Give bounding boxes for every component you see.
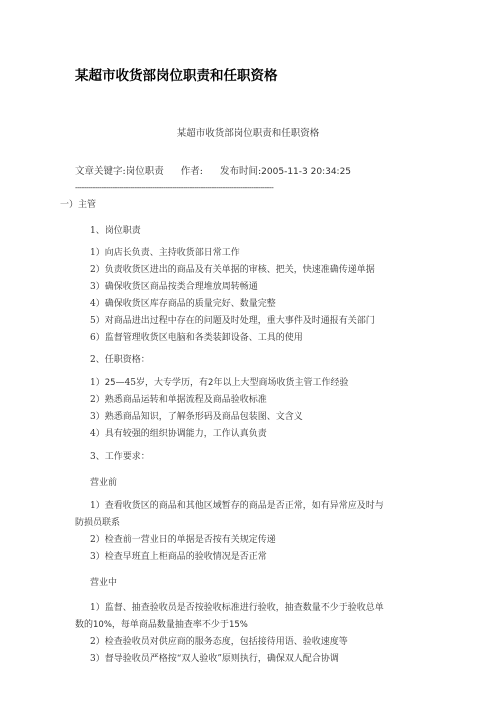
qualifications-heading: 2、任职资格： (90, 355, 150, 365)
publish-time-value: 2005-11-3 20:34:25 (261, 167, 352, 177)
publish-label: 发布时间: (219, 166, 262, 177)
requirement-item: 3）督导验收员严格按“双人验收”原则执行，确保双人配合协调 (90, 654, 339, 664)
page-title: 某超市收货部岗位职责和任职资格 (75, 68, 278, 84)
duty-item: 4）确保收货区库存商品的质量完好、数量完整 (90, 299, 276, 309)
requirement-item: 3）检查早班直上柜商品的验收情况是否正常 (90, 552, 267, 562)
duty-item: 3）确保收货区商品按类合理堆放周转畅通 (90, 282, 258, 292)
qualification-item: 1）25—45岁，大专学历，有2年以上大型商场收货主管工作经验 (90, 378, 349, 388)
publish-time (220, 166, 351, 177)
keywords-label: 文章关键字:岗位职责 (75, 166, 164, 177)
author-label: 作者: (180, 166, 203, 177)
qualification-item: 4）具有较强的组织协调能力，工作认真负责 (90, 429, 267, 439)
during-business-heading: 营业中 (90, 578, 118, 588)
duties-heading: 1、岗位职责 (90, 226, 141, 236)
before-business-heading: 营业前 (90, 478, 118, 488)
requirement-item: 2）检查前一营业日的单据是否按有关规定传递 (90, 535, 276, 545)
duty-item: 6）监督管理收货区电脑和各类装卸设备、工具的使用 (90, 333, 303, 343)
requirement-item: 1）监督、抽查验收员是否按验收标准进行验收，抽查数量不少于验收总单 (90, 603, 384, 613)
qualification-item: 2）熟悉商品运转和单据流程及商品验收标准 (90, 395, 267, 405)
requirement-item: 2）检查验收员对供应商的服务态度，包括接待用语、验收速度等 (90, 637, 348, 647)
requirement-item-continued: 数的10%，每单商品数量抽查率不少于15% (75, 620, 248, 630)
qualification-item: 3）熟悉商品知识，了解条形码及商品包装图、文含义 (90, 412, 303, 422)
requirements-heading: 3、工作要求： (90, 452, 150, 462)
article-subtitle: 某超市收货部岗位职责和任职资格 (176, 128, 320, 139)
section-heading: 一）主管 (60, 200, 97, 210)
duty-item: 2）负责收货区进出的商品及有关单据的审核、把关，快速准确传递单据 (90, 265, 375, 275)
requirement-item: 1）查看收货区的商品和其他区域暂存的商品是否正常，如有异常应及时与 (90, 501, 384, 511)
requirement-item-continued: 防损员联系 (75, 518, 121, 528)
article-meta (75, 163, 365, 177)
duty-item: 5）对商品进出过程中存在的问题及时处理，重大事件及时通报有关部门 (90, 316, 375, 326)
duty-item: 1）向店长负责、主持收货部日常工作 (90, 248, 240, 258)
divider-rule: ------------------------------------------------------------------------------------------ (75, 183, 274, 192)
